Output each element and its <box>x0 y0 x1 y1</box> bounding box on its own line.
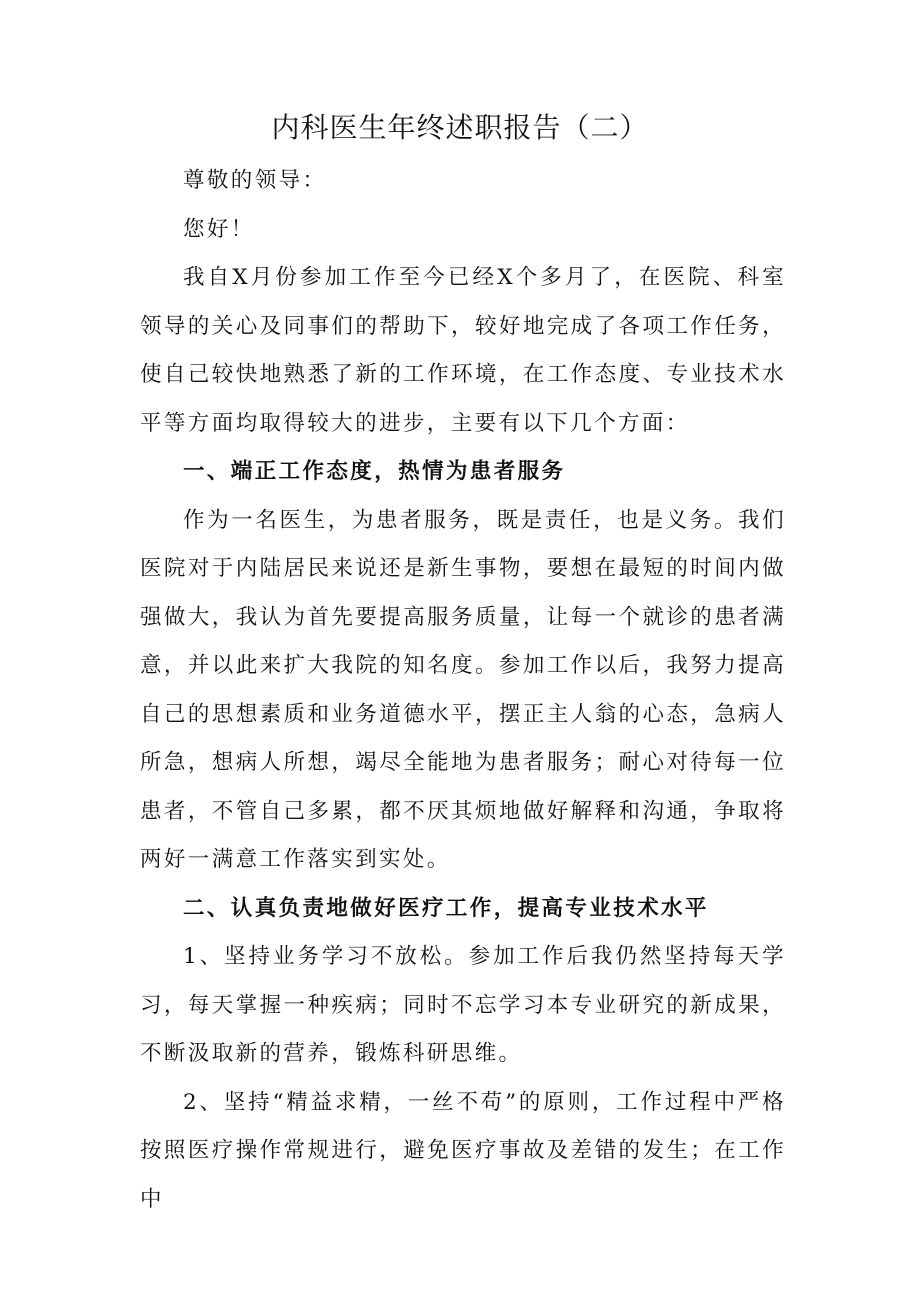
document-body <box>140 157 786 1224</box>
section-1-paragraph: 作为一名医生，为患者服务，既是责任，也是义务。我们医院对于内陆居民来说还是新生事物，要想在最短的时间内做强做大，我认为首先要提高服务质量，让每一个就诊的患者满意，并以此来扩大我院的知名度。参加工作以后，我努力提高自己的思想素质和业务道德水平，摆正主人翁的心态，急病人所急，想病人所想，竭尽全能地为患者服务；耐心对待每一位患者，不管自己多累，都不厌其烦地做好解释和沟通，争取将两好一满意工作落实到实处。 <box>140 507 786 872</box>
greeting: 您好！ <box>183 216 255 242</box>
section-heading-1: 一、端正工作态度，热情为患者服务 <box>183 459 566 484</box>
section-2-item-1: 1、坚持业务学习不放松。参加工作后我仍然坚持每天学习，每天掌握一种疾病；同时不忘学习本专业研究的新成果，不断汲取新的营养，锻炼科研思维。 <box>140 944 786 1066</box>
salutation: 尊敬的领导： <box>183 168 327 193</box>
section-2-item-2: 2、坚持“精益求精，一丝不苟”的原则，工作过程中严格按照医疗操作常规进行，避免医疗事故及差错的发生；在工作中 <box>140 1089 786 1212</box>
section-heading-2: 二、认真负责地做好医疗工作，提高专业技术水平 <box>183 895 709 921</box>
page-title: 内科医生年终述职报告（二） <box>271 111 649 144</box>
intro-paragraph: 我自X月份参加工作至今已经X个多月了，在医院、科室领导的关心及同事们的帮助下，较好地完成了各项工作任务，使自己较快地熟悉了新的工作环境，在工作态度、专业技术水平等方面均取得较大的进步，主要有以下几个方面： <box>140 265 786 436</box>
